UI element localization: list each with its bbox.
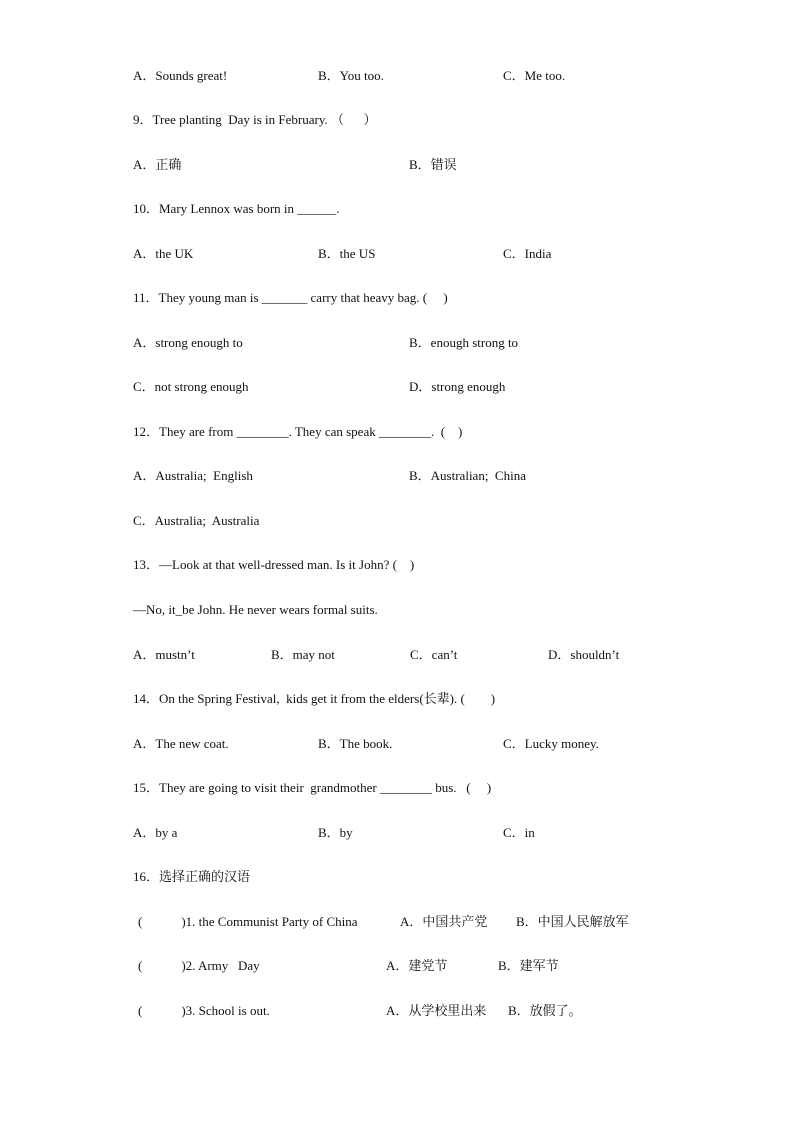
q11-option-a: A．strong enough to [133, 335, 243, 350]
q13-option-c: C．can’t [410, 647, 458, 662]
q15-option-a: A．by a [133, 825, 178, 840]
q9-stem: 9．Tree planting Day is in February. （ ） [133, 112, 377, 127]
q10-option-c: C．India [503, 246, 552, 261]
q16-item-2-option-a: A．建党节 [386, 958, 448, 973]
q13-option-b: B．may not [271, 647, 335, 662]
q16-item-1-option-a: A．中国共产党 [400, 914, 488, 929]
q13-dialog: —No, it_be John. He never wears formal suits. [133, 602, 378, 617]
q16-item-1-option-b: B．中国人民解放军 [516, 914, 629, 929]
q8-option-c: C．Me too. [503, 68, 566, 83]
q11-option-c: C．not strong enough [133, 379, 249, 394]
q16-item-1: ( )1. the Communist Party of China [138, 914, 358, 929]
q14-option-b: B．The book. [318, 736, 393, 751]
q10-option-a: A．the UK [133, 246, 194, 261]
q9-option-b: B．错误 [409, 157, 457, 172]
q14-option-a: A．The new coat. [133, 736, 229, 751]
q16-item-3: ( )3. School is out. [138, 1003, 270, 1018]
q9-option-a: A．正确 [133, 157, 182, 172]
q8-option-a: A．Sounds great! [133, 68, 228, 83]
q14-stem: 14．On the Spring Festival, kids get it from the elders(长辈). ( ) [133, 691, 496, 706]
q12-option-c: C．Australia; Australia [133, 513, 260, 528]
q12-option-a: A．Australia; English [133, 468, 253, 483]
q15-stem: 15．They are going to visit their grandmother ________ bus. ( ) [133, 780, 492, 795]
q8-option-b: B．You too. [318, 68, 384, 83]
q15-option-c: C．in [503, 825, 535, 840]
q13-stem: 13．—Look at that well-dressed man. Is it John? ( ) [133, 557, 415, 572]
q14-option-c: C．Lucky money. [503, 736, 599, 751]
q10-stem: 10．Mary Lennox was born in ______. [133, 201, 340, 216]
q12-option-b: B．Australian; China [409, 468, 526, 483]
q11-stem: 11．They young man is _______ carry that heavy bag. ( ) [133, 290, 448, 305]
q13-option-d: D．shouldn’t [548, 647, 620, 662]
q16-item-3-option-b: B．放假了。 [508, 1003, 582, 1018]
q10-option-b: B．the US [318, 246, 376, 261]
q16-item-2: ( )2. Army Day [138, 958, 260, 973]
q16-item-2-option-b: B．建军节 [498, 958, 559, 973]
q16-stem: 16．选择正确的汉语 [133, 869, 251, 884]
q13-option-a: A．mustn’t [133, 647, 195, 662]
q15-option-b: B．by [318, 825, 353, 840]
q11-option-d: D．strong enough [409, 379, 506, 394]
q12-stem: 12．They are from ________. They can speak ________. ( ) [133, 424, 463, 439]
q16-item-3-option-a: A．从学校里出来 [386, 1003, 487, 1018]
q11-option-b: B．enough strong to [409, 335, 519, 350]
